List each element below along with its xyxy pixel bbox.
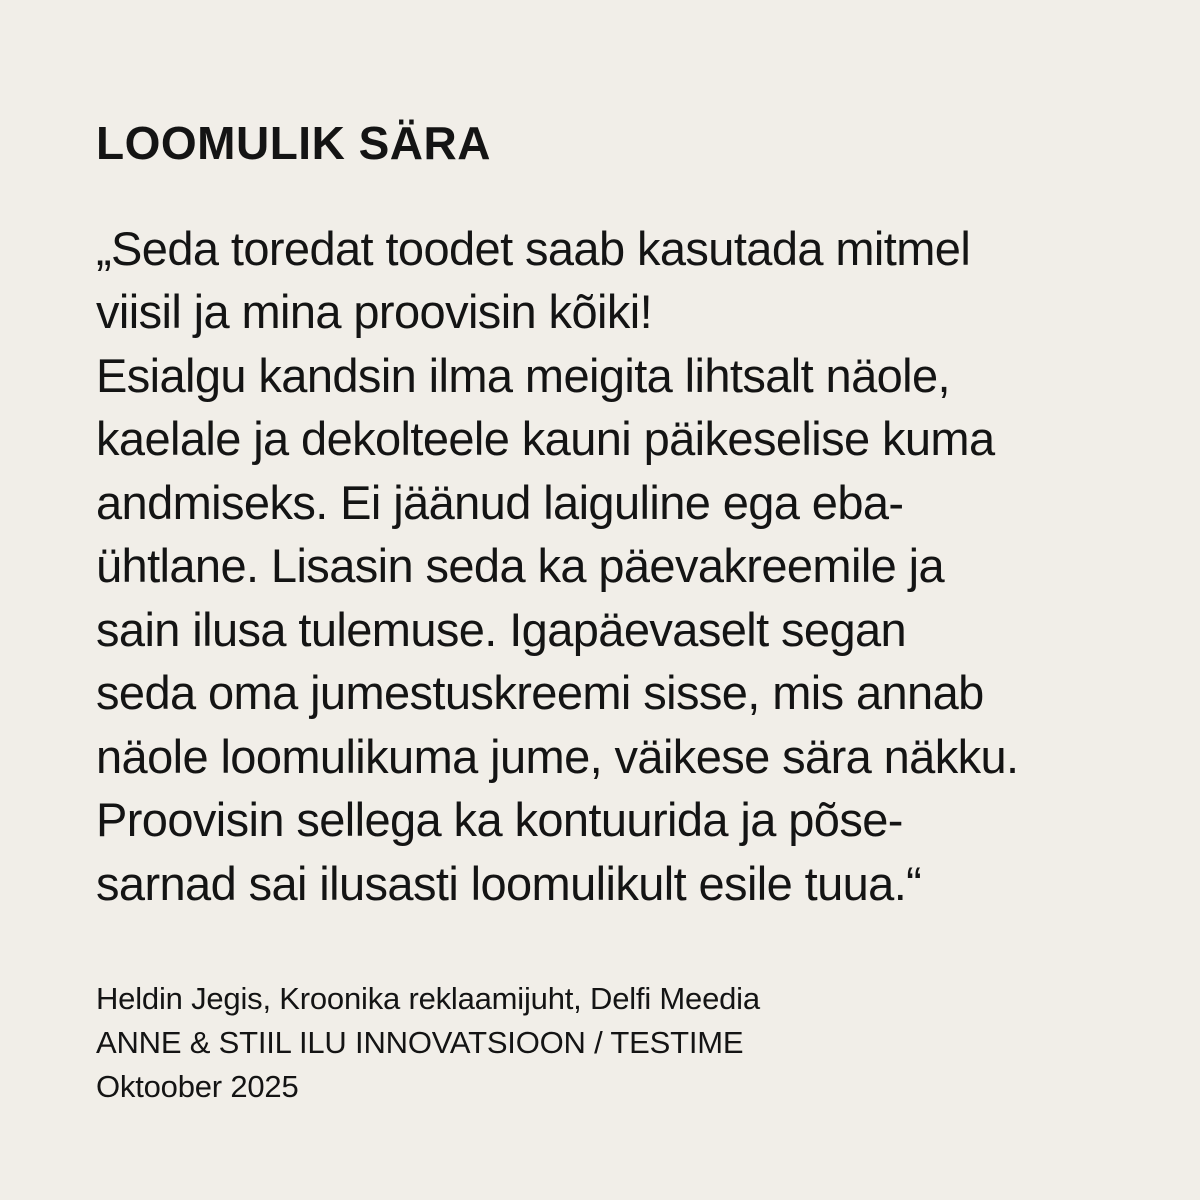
attribution-author: Heldin Jegis, Kroonika reklaamijuht, Delfi Meedia (96, 981, 760, 1017)
attribution-block (96, 977, 1120, 1109)
quote-line: sarnad sai ilusasti loomulikult esile tuua.“ (96, 856, 922, 910)
quote-line: viisil ja mina proovisin kõiki! (96, 285, 653, 339)
quote-text (96, 217, 1120, 916)
attribution-source: ANNE & STIIL ILU INNOVATSIOON / TESTIME (96, 1025, 744, 1061)
quote-line: sain ilusa tulemuse. Igapäevaselt segan (96, 602, 907, 656)
quote-line: näole loomulikuma jume, väikese sära näkku. (96, 729, 1019, 783)
quote-line: Proovisin sellega ka kontuurida ja põse- (96, 793, 903, 847)
quote-line: ühtlane. Lisasin seda ka päevakreemile ja (96, 539, 945, 593)
attribution-date: Oktoober 2025 (96, 1069, 299, 1105)
quote-line: Esialgu kandsin ilma meigita lihtsalt näole, (96, 348, 951, 402)
quote-line: kaelale ja dekolteele kauni päikeselise kuma (96, 412, 995, 466)
quote-line: „Seda toredat toodet saab kasutada mitmel (96, 221, 971, 275)
page-title: LOOMULIK SÄRA (96, 117, 491, 169)
quote-line: andmiseks. Ei jäänud laiguline ega eba- (96, 475, 904, 529)
quote-line: seda oma jumestuskreemi sisse, mis annab (96, 666, 984, 720)
